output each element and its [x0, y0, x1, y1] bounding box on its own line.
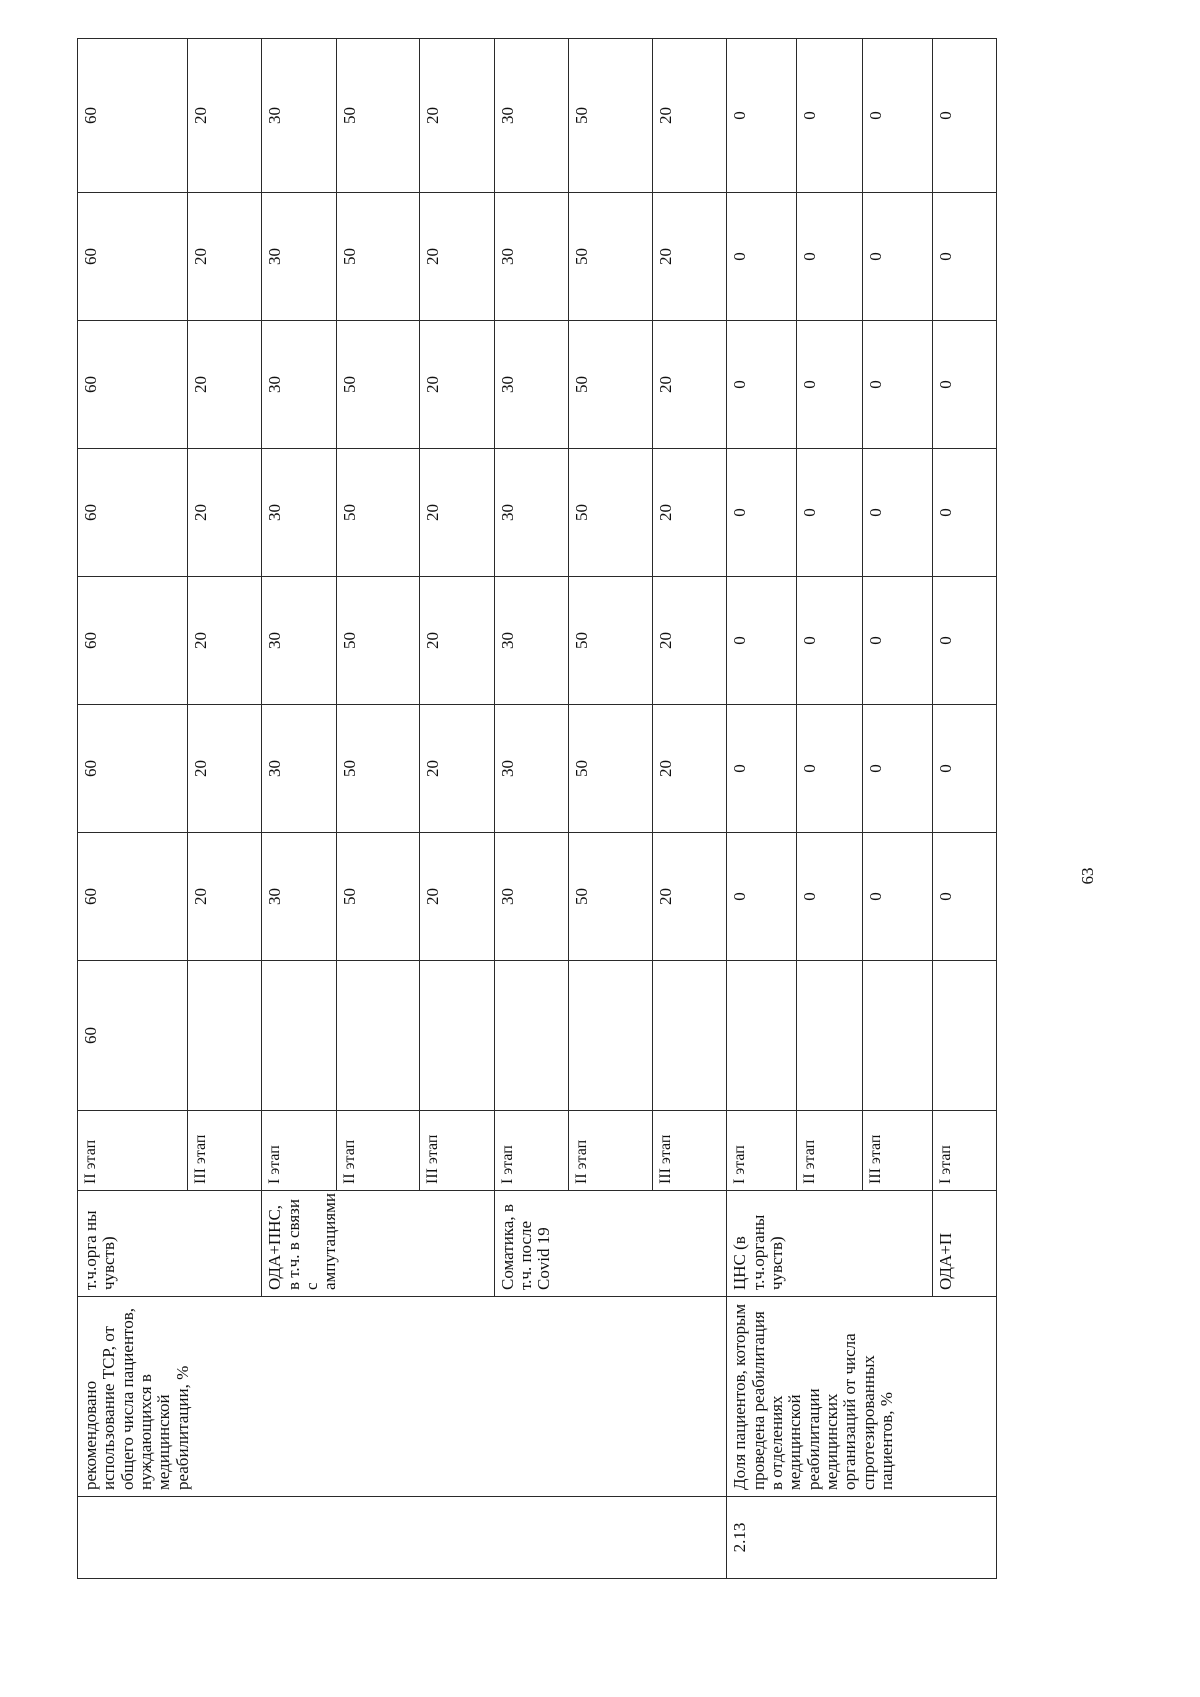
- patient-group-label: ЦНС (в т.ч.органы чувств): [727, 1191, 933, 1297]
- value-cell: 0: [727, 321, 797, 449]
- value-cell: [494, 961, 569, 1111]
- value-cell: [187, 961, 262, 1111]
- stage-label: III этап: [187, 1111, 262, 1191]
- value-cell: 20: [187, 577, 262, 705]
- value-cell: 50: [336, 39, 419, 193]
- value-cell: 0: [933, 193, 997, 321]
- value-cell: 50: [336, 193, 419, 321]
- value-cell: 0: [727, 705, 797, 833]
- value-cell: 30: [494, 833, 569, 961]
- stage-label: III этап: [863, 1111, 933, 1191]
- value-cell: 30: [262, 833, 337, 961]
- value-cell: 50: [336, 577, 419, 705]
- value-cell: 60: [78, 577, 188, 705]
- value-cell: 20: [652, 193, 727, 321]
- value-cell: 60: [78, 193, 188, 321]
- value-cell: 30: [262, 193, 337, 321]
- indicator-number: 2.13: [727, 1497, 997, 1579]
- value-cell: 60: [78, 321, 188, 449]
- value-cell: [336, 961, 419, 1111]
- table-row: [78, 39, 188, 1579]
- value-cell: [262, 961, 337, 1111]
- value-cell: 20: [187, 39, 262, 193]
- value-cell: 0: [727, 449, 797, 577]
- patient-group-label: т.ч.орга ны чувств): [78, 1191, 262, 1297]
- value-cell: 20: [420, 833, 495, 961]
- table-row: [727, 39, 797, 1579]
- value-cell: 30: [262, 321, 337, 449]
- page-number: 63: [1078, 867, 1097, 885]
- value-cell: [863, 961, 933, 1111]
- value-cell: 20: [187, 449, 262, 577]
- value-cell: 30: [494, 321, 569, 449]
- value-cell: 0: [797, 705, 863, 833]
- indicator-number: [78, 1497, 727, 1579]
- value-cell: 0: [797, 449, 863, 577]
- value-cell: 20: [652, 705, 727, 833]
- value-cell: 0: [797, 39, 863, 193]
- value-cell: 20: [652, 39, 727, 193]
- value-cell: 0: [797, 577, 863, 705]
- value-cell: 0: [933, 705, 997, 833]
- value-cell: 50: [336, 449, 419, 577]
- indicator-description: рекомендовано использование ТСР, от общего числа пациентов, нуждающихся в медицинской реабилитации, %: [78, 1297, 727, 1497]
- value-cell: 20: [420, 449, 495, 577]
- stage-label: II этап: [336, 1111, 419, 1191]
- value-cell: 20: [187, 705, 262, 833]
- value-cell: 60: [78, 833, 188, 961]
- value-cell: 0: [863, 705, 933, 833]
- value-cell: 0: [727, 193, 797, 321]
- value-cell: 0: [933, 833, 997, 961]
- stage-label: I этап: [262, 1111, 337, 1191]
- value-cell: 20: [420, 193, 495, 321]
- value-cell: 50: [569, 321, 652, 449]
- value-cell: 50: [569, 705, 652, 833]
- value-cell: 30: [262, 705, 337, 833]
- value-cell: [652, 961, 727, 1111]
- value-cell: 0: [797, 193, 863, 321]
- value-cell: 0: [933, 577, 997, 705]
- value-cell: 50: [569, 449, 652, 577]
- value-cell: 50: [336, 833, 419, 961]
- value-cell: 30: [494, 193, 569, 321]
- stage-label: II этап: [78, 1111, 188, 1191]
- value-cell: 0: [863, 193, 933, 321]
- stage-label: I этап: [933, 1111, 997, 1191]
- value-cell: [797, 961, 863, 1111]
- value-cell: 0: [727, 833, 797, 961]
- value-cell: 60: [78, 705, 188, 833]
- indicator-table: [77, 38, 997, 1579]
- value-cell: 0: [727, 577, 797, 705]
- value-cell: 50: [569, 833, 652, 961]
- value-cell: 0: [797, 321, 863, 449]
- value-cell: [420, 961, 495, 1111]
- value-cell: 0: [863, 321, 933, 449]
- value-cell: 0: [863, 449, 933, 577]
- value-cell: 30: [494, 705, 569, 833]
- value-cell: 30: [494, 39, 569, 193]
- value-cell: 20: [652, 321, 727, 449]
- value-cell: 0: [933, 39, 997, 193]
- value-cell: 30: [494, 577, 569, 705]
- value-cell: 0: [933, 449, 997, 577]
- stage-label: I этап: [494, 1111, 569, 1191]
- indicator-description: Доля пациентов, которым проведена реабилитация в отделениях медицинской реабилитации медицинских организаций от числа спротезированных пациентов, %: [727, 1297, 997, 1497]
- value-cell: 20: [420, 321, 495, 449]
- value-cell: 0: [933, 321, 997, 449]
- value-cell: 50: [569, 39, 652, 193]
- stage-label: I этап: [727, 1111, 797, 1191]
- value-cell: [569, 961, 652, 1111]
- value-cell: [933, 961, 997, 1111]
- value-cell: 0: [863, 577, 933, 705]
- value-cell: 30: [262, 449, 337, 577]
- value-cell: 20: [187, 321, 262, 449]
- value-cell: 50: [336, 705, 419, 833]
- value-cell: 30: [494, 449, 569, 577]
- value-cell: 20: [187, 193, 262, 321]
- rotated-table-container: [77, 107, 997, 1579]
- value-cell: 20: [420, 577, 495, 705]
- stage-label: III этап: [652, 1111, 727, 1191]
- value-cell: 20: [187, 833, 262, 961]
- value-cell: 20: [652, 833, 727, 961]
- patient-group-label: ОДА+ПНС, в т.ч. в связи с ампутациями: [262, 1191, 494, 1297]
- value-cell: 0: [727, 39, 797, 193]
- stage-label: II этап: [797, 1111, 863, 1191]
- value-cell: 60: [78, 449, 188, 577]
- value-cell: 30: [262, 577, 337, 705]
- value-cell: 20: [420, 39, 495, 193]
- value-cell: 50: [569, 193, 652, 321]
- value-cell: 0: [863, 39, 933, 193]
- value-cell: 50: [569, 577, 652, 705]
- patient-group-label: Соматика, в т.ч. после Covid 19: [494, 1191, 726, 1297]
- value-cell: 20: [420, 705, 495, 833]
- patient-group-label: ОДА+П: [933, 1191, 997, 1297]
- value-cell: 60: [78, 961, 188, 1111]
- stage-label: II этап: [569, 1111, 652, 1191]
- value-cell: 0: [797, 833, 863, 961]
- value-cell: 20: [652, 449, 727, 577]
- value-cell: 0: [863, 833, 933, 961]
- value-cell: 30: [262, 39, 337, 193]
- value-cell: 60: [78, 39, 188, 193]
- value-cell: 20: [652, 577, 727, 705]
- value-cell: 50: [336, 321, 419, 449]
- stage-label: III этап: [420, 1111, 495, 1191]
- value-cell: [727, 961, 797, 1111]
